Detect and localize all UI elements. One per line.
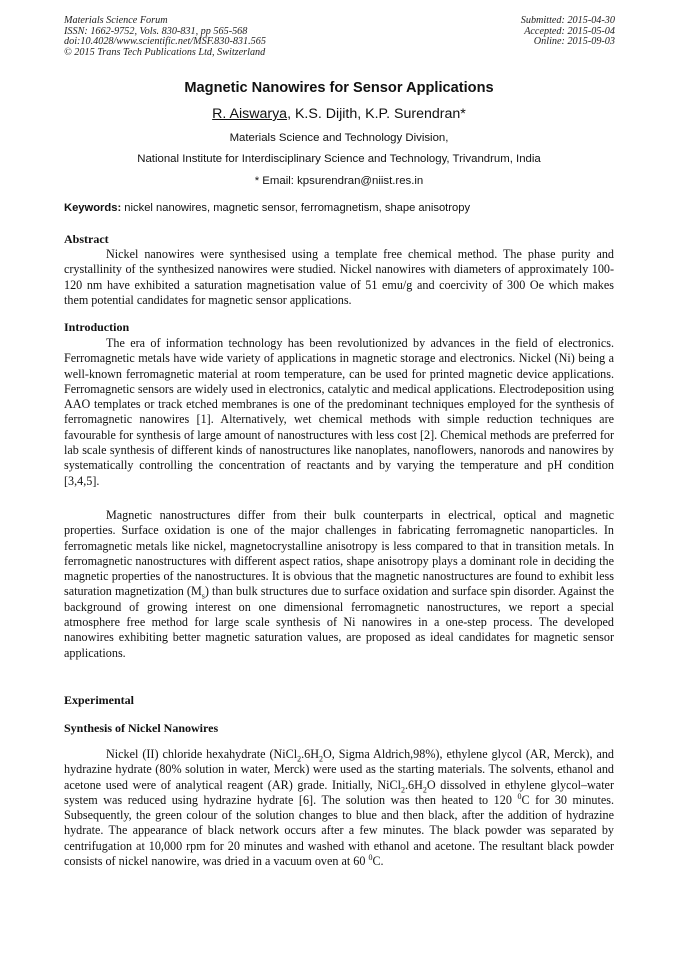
first-author-link[interactable]: R. Aiswarya <box>212 106 288 122</box>
issn-line: ISSN: 1662-9752, Vols. 830-831, pp 565-568 <box>64 25 248 37</box>
dates-info <box>521 16 615 48</box>
syn-sub-2: 2 <box>318 754 323 764</box>
syn-text-2: .6H <box>301 747 319 761</box>
intro-p2-text-b: ) than bulk structures due to surface oxidation and surface spin disorder. Against the background of growing interest on one dimensional ferromagnetic nanostructures, we report a special atmosphere free method for large scale synthesis of Ni nanowires in a one-step process. The developed nanowires exhibiting better magnetic saturation values, are proposed as ideal candidates for magnetic sensor applications. <box>64 584 614 660</box>
author-list <box>0 106 678 122</box>
syn-text-5: O dissolved in ethylene glycol–water system was reduced using hydrazine hydrate [6]. The solution was then heated to 120 <box>64 777 614 807</box>
syn-sub-3: 2 <box>400 785 405 795</box>
copyright-line: © 2015 Trans Tech Publications Ltd, Switzerland <box>64 46 266 58</box>
journal-info <box>64 16 266 58</box>
introduction-heading: Introduction <box>64 320 130 334</box>
submitted-date: Submitted: 2015-04-30 <box>520 15 615 26</box>
corresponding-email[interactable]: * Email: kpsurendran@niist.res.in <box>254 175 424 187</box>
syn-text-7: C. <box>372 854 384 869</box>
abstract-heading: Abstract <box>64 232 109 246</box>
syn-text-3: O, Sigma Aldrich,98%), ethylene glycol (AR, Merck), and hydrazine hydrate (80% solution in water, Merck) were used as the starting materials. The solvents, ethanol and acetone used were of analytical reagent (AR) grade. Initially, NiCl <box>64 747 614 792</box>
other-authors: , K.S. Dijith, K.P. Surendran* <box>287 106 466 122</box>
syn-sup-1: 0 <box>517 791 522 801</box>
syn-sub-4: 2 <box>422 785 427 795</box>
introduction-paragraph-1: The era of information technology has been revolutionized by advances in the field of electronics. Ferromagnetic metals have wide variety of applications in magnetic storage and electronics. Nickel (Ni) being a well-known ferromagnetic material at room temperature, can be used for printed magnetic device applications. Ferromagnetic sensors are widely used in electronics, catalytic and medical applications. Electrodeposition using AAO templates or track etched membranes is one of the predominant techniques employed for the synthesis of ferromagnetic nanowires [1]. Alternatively, wet chemical methods with simple reduction techniques are favourable for synthesis of large amount of nanostructures with less cost [2]. Chemical methods are preferred for lab scale synthesis of different kinds of nanostructures like nanoplates, nanoflowers, nanorods and nanowires by systematically controlling the concentration of reactants and by varying the temperature and pH condition [3,4,5]. <box>64 336 614 488</box>
synthesis-subheading: Synthesis of Nickel Nanowires <box>64 721 219 735</box>
syn-sub-1: 2 <box>297 754 302 764</box>
intro-p2-text-a: Magnetic nanostructures differ from their bulk counterparts in electrical, optical and magnetic properties. Surface oxidation is one of the major challenges in fabricating ferromagnetic nanoparticles. In ferromagnetic metals like nickel, magnetocrystalline anisotropy is less compared to that in transition metals. In ferromagnetic nanostructures with different aspect ratios, shape anisotropy plays a dominant role in deciding the magnetic properties of the nanostructures. It is obvious that the magnetic nanostructures are found to exhibit less saturation magnetization (M <box>64 508 614 599</box>
paper-title: Magnetic Nanowires for Sensor Applications <box>184 80 494 96</box>
abstract-text: Nickel nanowires were synthesised using a template free chemical method. The phase purity and crystallinity of the synthesized nanowires were studied. Nickel nanowires with diameters of approximately 100-120 nm have exhibited a saturation magnetisation value of 51 emu/g and coercivity of 300 Oe which makes them potential candidates for magnetic sensor applications. <box>64 247 614 307</box>
syn-text-6: C for 30 minutes. Subsequently, the green colour of the solution changes to blue and then black, after the addition of hydrazine hydrate. The appearance of black network occurs after a few minutes. The black powder was separated by centrifugation at 10,000 rpm for 20 minutes and washed with ethanol and acetone. The resultant black powder consists of nickel nanowire, was dried in a vacuum oven at 60 <box>64 792 614 869</box>
keywords-text: nickel nanowires, magnetic sensor, ferromagnetism, shape anisotropy <box>121 202 471 214</box>
syn-text-4: .6H <box>404 777 423 792</box>
affiliation-institute: National Institute for Interdisciplinary Science and Technology, Trivandrum, India <box>137 153 541 165</box>
synthesis-paragraph <box>64 747 614 869</box>
online-date: Online: 2015-09-03 <box>533 36 615 48</box>
ms-subscript: s <box>201 591 205 601</box>
experimental-heading: Experimental <box>64 693 134 707</box>
introduction-paragraph-2 <box>64 508 614 661</box>
journal-name: Materials Science Forum <box>64 15 168 26</box>
syn-sup-2: 0 <box>368 853 373 863</box>
syn-text-1: Nickel (II) chloride hexahydrate (NiCl <box>106 747 298 761</box>
doi-line[interactable]: doi:10.4028/www.scientific.net/MSF.830-831.565 <box>64 36 266 48</box>
accepted-date: Accepted: 2015-05-04 <box>524 25 615 37</box>
keywords <box>64 202 624 214</box>
affiliation-division: Materials Science and Technology Division, <box>229 132 449 144</box>
keywords-label: Keywords: <box>64 202 122 214</box>
